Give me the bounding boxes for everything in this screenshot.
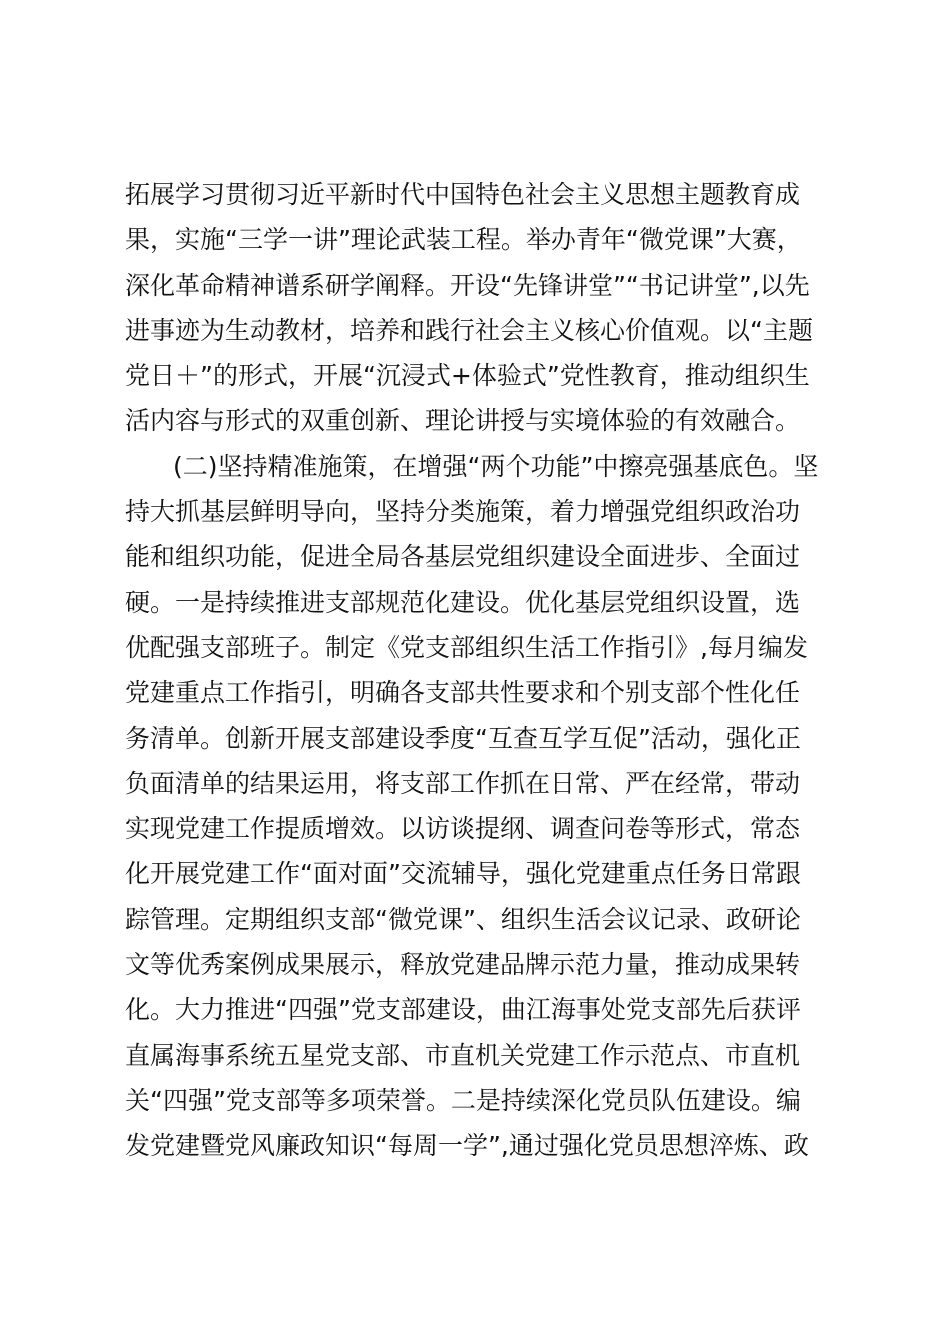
text-line: 踪管理。定期组织支部“微党课”、组织生活会议记录、政研论 (125, 904, 801, 934)
text-line: 果，实施“三学一讲”理论武装工程。举办青年“微党课”大赛， (125, 225, 802, 255)
text-line: 党日＋”的形式，开展“沉浸式+体验式”党性教育，推动组织生 (125, 361, 810, 391)
text-line: 进事迹为生动教材，培养和践行社会主义核心价值观。以“主题 (125, 315, 813, 345)
paragraph-1 (125, 172, 830, 444)
text-line: 深化革命精神谱系研学阐释。开设“先锋讲堂”“书记讲堂”,以先 (125, 270, 810, 300)
text-line: 实现党建工作提质增效。以访谈提纲、调查问卷等形式，常态 (125, 814, 801, 844)
text-line: 硬。一是持续推进支部规范化建设。优化基层党组织设置，选 (125, 587, 801, 617)
text-line: 直属海事系统五星党支部、市直机关党建工作示范点、市直机 (125, 1040, 801, 1070)
text-line: 文等优秀案例成果展示，释放党建品牌示范力量，推动成果转 (125, 950, 801, 980)
section-heading-line: (二)坚持精准施策，在增强“两个功能”中擦亮强基底色。坚 (173, 451, 819, 481)
text-line: 拓展学习贯彻习近平新时代中国特色社会主义思想主题教育成 (125, 180, 801, 209)
text-line: 活内容与形式的双重创新、理论讲授与实境体验的有效融合。 (125, 406, 801, 436)
body-text (125, 172, 830, 1169)
paragraph-2 (125, 444, 830, 1169)
text-line: 负面清单的结果运用，将支部工作抓在日常、严在经常，带动 (125, 768, 801, 798)
text-line: 关“四强”党支部等多项荣誉。二是持续深化党员队伍建设。编 (125, 1085, 801, 1115)
text-line: 发党建暨党风廉政知识“每周一学”,通过强化党员思想淬炼、政 (125, 1131, 809, 1161)
text-line: 化。大力推进“四强”党支部建设，曲江海事处党支部先后获评 (125, 995, 801, 1025)
text-line: 能和组织功能，促进全局各基层党组织建设全面进步、全面过 (125, 542, 801, 572)
text-line: 务清单。创新开展支部建设季度“互查互学互促”活动，强化正 (125, 723, 801, 753)
text-line: 持大抓基层鲜明导向，坚持分类施策，着力增强党组织政治功 (125, 497, 801, 527)
text-line: 优配强支部班子。制定《党支部组织生活工作指引》,每月编发 (125, 632, 808, 662)
text-line: 化开展党建工作“面对面”交流辅导，强化党建重点任务日常跟 (125, 859, 801, 889)
text-line: 党建重点工作指引，明确各支部共性要求和个别支部个性化任 (125, 678, 801, 708)
